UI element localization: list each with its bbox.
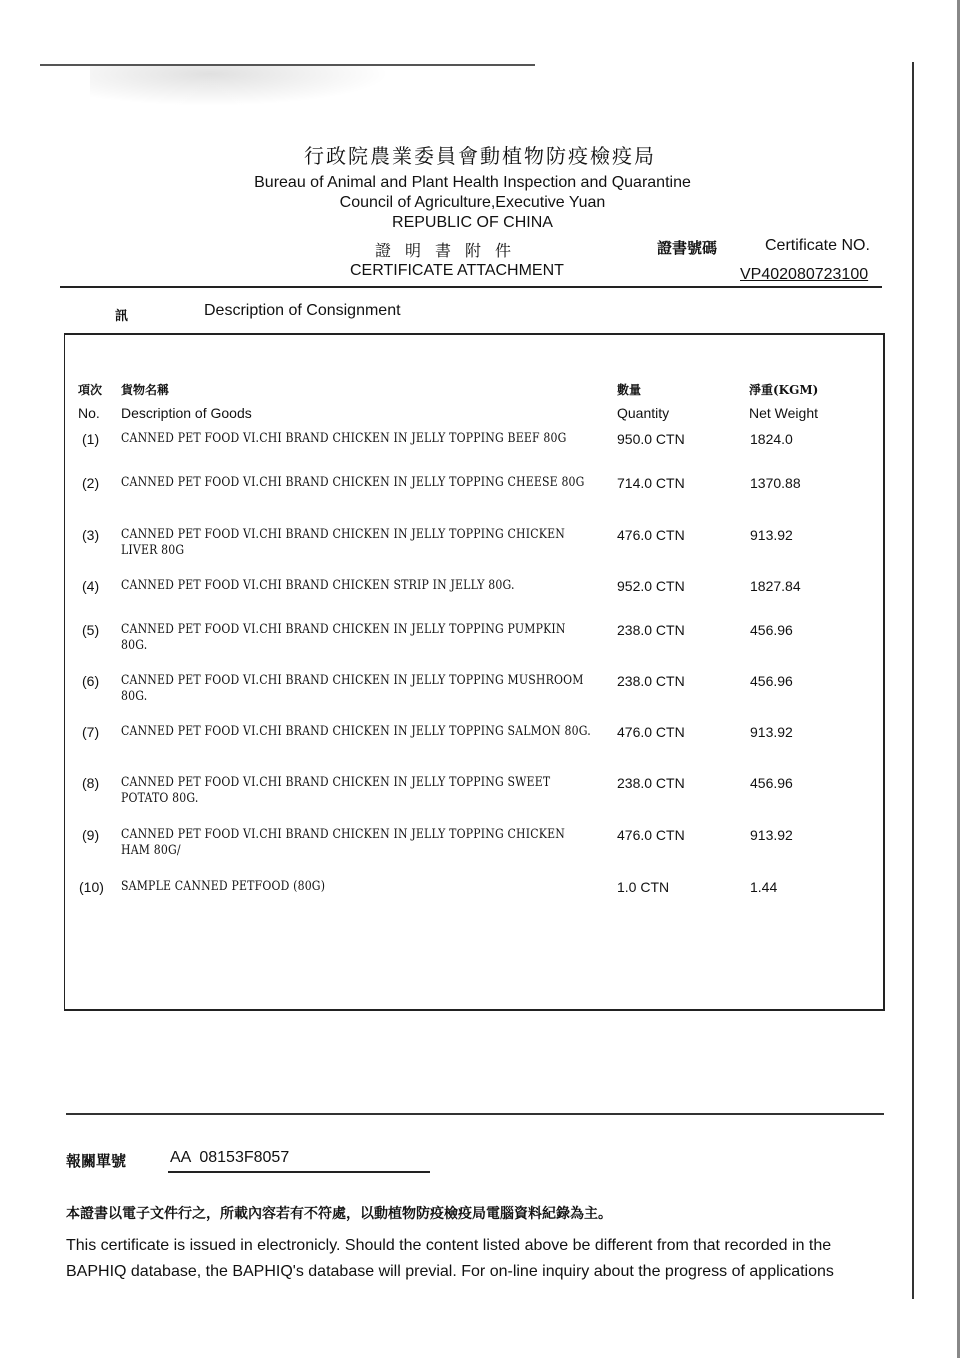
goods-net-weight: 913.92 xyxy=(750,827,793,843)
goods-quantity: 238.0 CTN xyxy=(617,622,685,638)
table-row xyxy=(0,673,900,704)
table-row xyxy=(0,879,900,895)
table-row xyxy=(0,578,900,594)
goods-quantity: 476.0 CTN xyxy=(617,724,685,740)
goods-quantity: 476.0 CTN xyxy=(617,527,685,543)
row-number: (6) xyxy=(82,673,100,689)
document-type-cn: 證明書附件 xyxy=(375,241,526,260)
notice-cn: 本證書以電子文件行之，所載內容若有不符處，以動植物防疫檢疫局電腦資料紀錄為主。 xyxy=(66,1206,612,1222)
column-header-quantity-cn: 數量 xyxy=(617,383,642,397)
goods-net-weight: 913.92 xyxy=(750,724,793,740)
certificate-number-label-cn: 證書號碼 xyxy=(657,239,718,257)
certificate-number-label: Certificate NO. xyxy=(765,237,870,254)
row-number: (1) xyxy=(82,431,100,447)
goods-quantity: 1.0 CTN xyxy=(617,879,670,895)
goods-description: CANNED PET FOOD VI.CHI BRAND CHICKEN IN JELLY TOPPING SWEET POTATO 80G. xyxy=(121,775,551,806)
table-row xyxy=(0,827,900,858)
agency-name-cn: 行政院農業委員會動植物防疫檢疫局 xyxy=(304,144,656,168)
table-row xyxy=(0,724,900,740)
table-row xyxy=(0,431,900,447)
goods-description: CANNED PET FOOD VI.CHI BRAND CHICKEN IN JELLY TOPPING CHICKEN HAM 80G/ xyxy=(121,827,565,858)
row-number: (10) xyxy=(79,879,104,895)
customs-declaration-label-cn: 報關單號 xyxy=(66,1152,127,1170)
goods-net-weight: 1.44 xyxy=(750,879,778,895)
country-name: REPUBLIC OF CHINA xyxy=(392,214,553,231)
row-number: (9) xyxy=(82,827,100,843)
goods-description: CANNED PET FOOD VI.CHI BRAND CHICKEN IN JELLY TOPPING PUMPKIN 80G. xyxy=(121,622,566,653)
goods-quantity: 476.0 CTN xyxy=(617,827,685,843)
column-header-description: Description of Goods xyxy=(121,405,252,421)
goods-description: CANNED PET FOOD VI.CHI BRAND CHICKEN IN JELLY TOPPING BEEF 80G xyxy=(121,431,567,446)
goods-quantity: 950.0 CTN xyxy=(617,431,685,447)
notice-en: This certificate is issued in electronicly. Should the content listed above be different from that recorded in the BAPHIQ database, the BAPHIQ's database will previal. For on-line inquiry about the progress of applications xyxy=(66,1237,834,1280)
goods-quantity: 238.0 CTN xyxy=(617,775,685,791)
row-number: (5) xyxy=(82,622,100,638)
goods-quantity: 714.0 CTN xyxy=(617,475,685,491)
row-number: (8) xyxy=(82,775,100,791)
goods-description: SAMPLE CANNED PETFOOD (80G) xyxy=(121,879,326,894)
row-number: (2) xyxy=(82,475,100,491)
scan-artifact-smudge xyxy=(90,66,390,106)
customs-declaration-number: AA 08153F8057 xyxy=(170,1149,290,1166)
table-row xyxy=(0,475,900,491)
goods-description: CANNED PET FOOD VI.CHI BRAND CHICKEN IN JELLY TOPPING CHEESE 80G xyxy=(121,475,585,490)
column-header-no: No. xyxy=(78,405,100,421)
goods-description: CANNED PET FOOD VI.CHI BRAND CHICKEN IN JELLY TOPPING MUSHROOM 80G. xyxy=(121,673,584,704)
goods-description: CANNED PET FOOD VI.CHI BRAND CHICKEN IN JELLY TOPPING SALMON 80G. xyxy=(121,724,591,739)
agency-name-en: Bureau of Animal and Plant Health Inspection and Quarantine xyxy=(254,174,691,191)
column-header-weight-cn: 淨重(KGM) xyxy=(749,383,819,397)
goods-net-weight: 456.96 xyxy=(750,775,793,791)
goods-net-weight: 1370.88 xyxy=(750,475,801,491)
table-row xyxy=(0,527,900,558)
customs-number-underline xyxy=(168,1171,430,1173)
column-header-description-cn: 貨物名稱 xyxy=(121,383,170,397)
goods-net-weight: 456.96 xyxy=(750,673,793,689)
row-number: (7) xyxy=(82,724,100,740)
table-row xyxy=(0,622,900,653)
column-header-no-cn: 項次 xyxy=(78,383,103,397)
footer-divider xyxy=(66,1113,884,1115)
table-row xyxy=(0,775,900,806)
goods-description: CANNED PET FOOD VI.CHI BRAND CHICKEN IN JELLY TOPPING CHICKEN LIVER 80G xyxy=(121,527,565,558)
goods-description: CANNED PET FOOD VI.CHI BRAND CHICKEN STRIP IN JELLY 80G. xyxy=(121,578,515,593)
scan-artifact-vertical-line xyxy=(912,62,914,1299)
council-name: Council of Agriculture,Executive Yuan xyxy=(339,194,606,211)
goods-quantity: 952.0 CTN xyxy=(617,578,685,594)
row-number: (3) xyxy=(82,527,100,543)
goods-net-weight: 456.96 xyxy=(750,622,793,638)
header-divider xyxy=(60,286,882,288)
goods-quantity: 238.0 CTN xyxy=(617,673,685,689)
column-header-weight: Net Weight xyxy=(749,405,818,421)
row-number: (4) xyxy=(82,578,100,594)
consignment-label: Description of Consignment xyxy=(204,302,401,319)
consignment-label-cn: 訊 xyxy=(115,309,129,324)
goods-net-weight: 1827.84 xyxy=(750,578,801,594)
document-type-en: CERTIFICATE ATTACHMENT xyxy=(350,262,564,279)
goods-net-weight: 913.92 xyxy=(750,527,793,543)
certificate-number: VP402080723100 xyxy=(740,266,869,283)
goods-net-weight: 1824.0 xyxy=(750,431,793,447)
column-header-quantity: Quantity xyxy=(617,405,670,421)
